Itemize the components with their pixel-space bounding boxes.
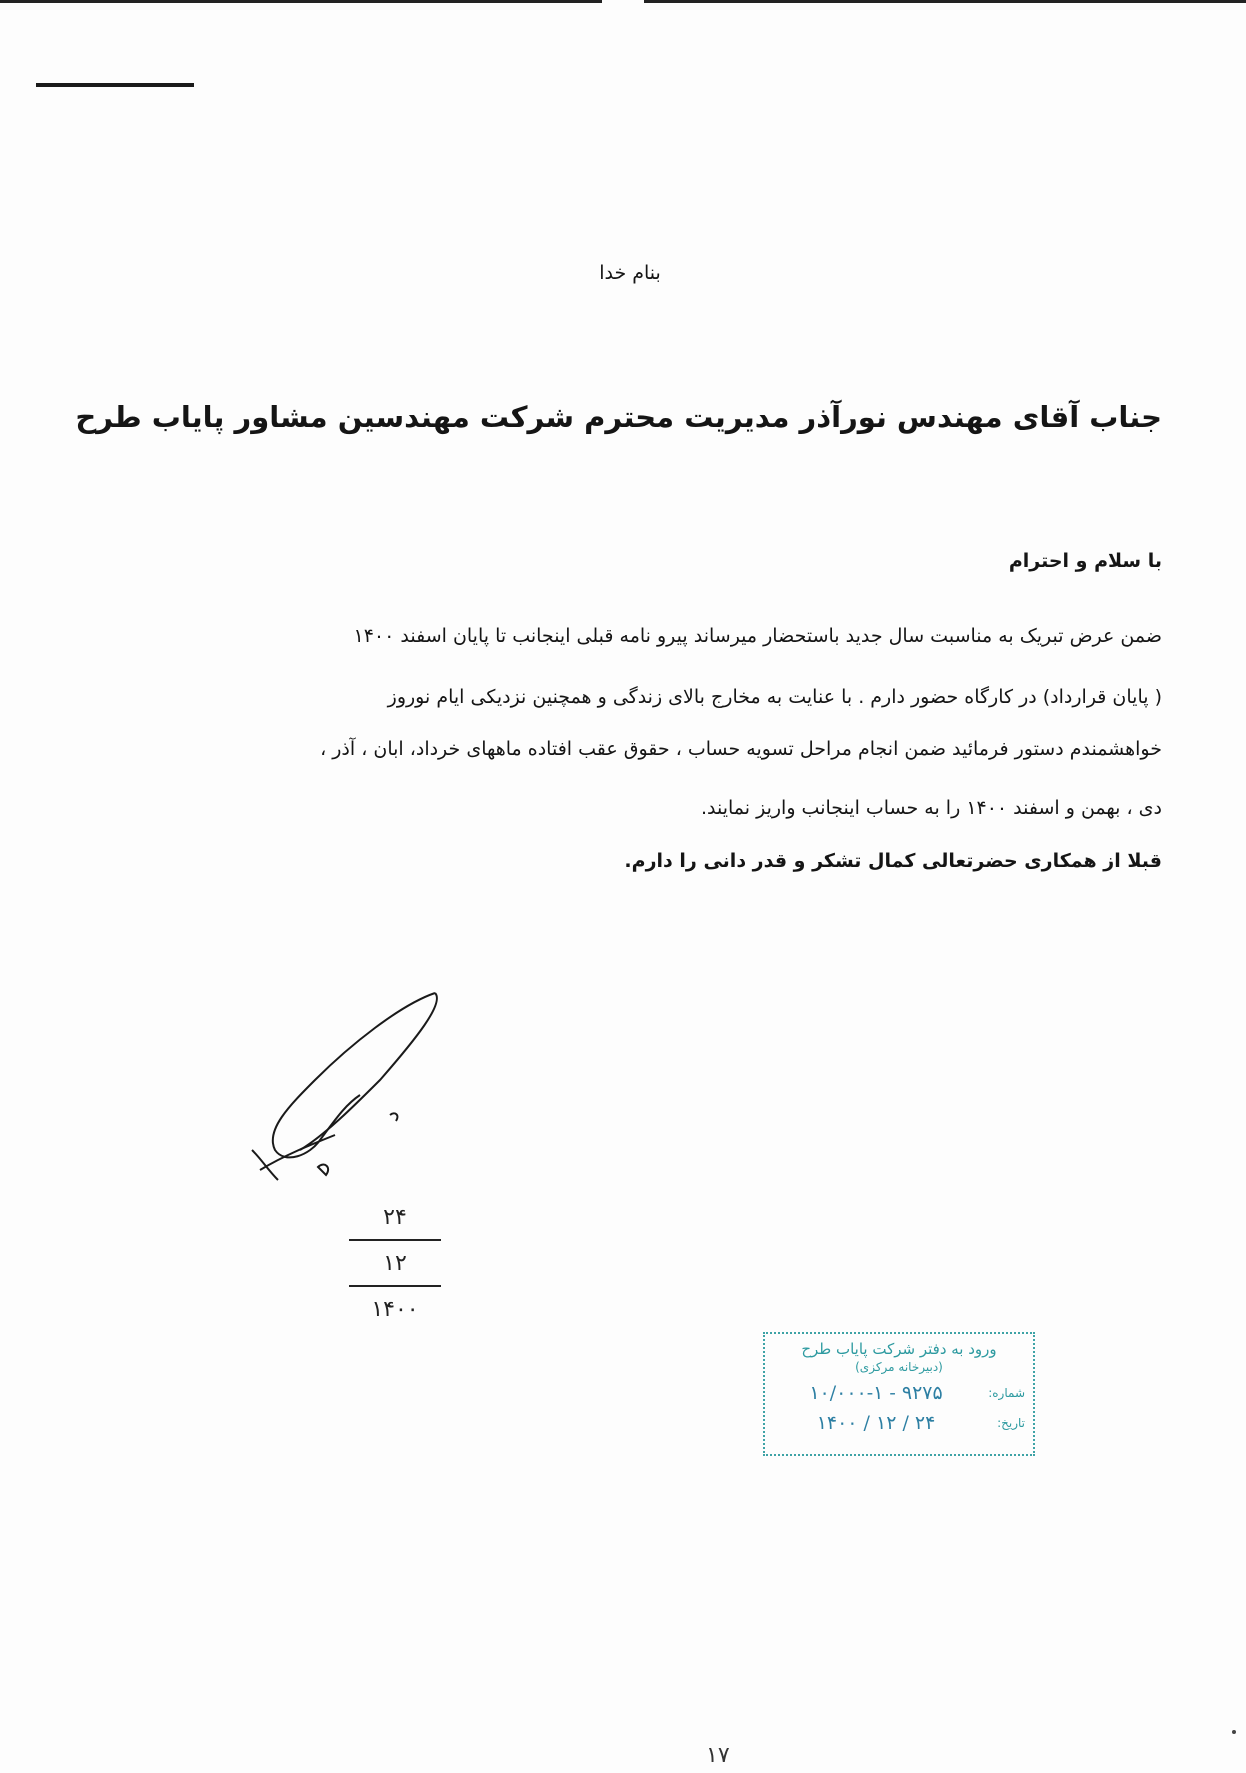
scan-top-gap	[602, 0, 644, 4]
stamp-subtitle: (دبیرخانه مرکزی)	[855, 1360, 943, 1374]
closing-line: قبلا از همکاری حضرتعالی کمال تشکر و قدر دانی را دارم.	[624, 850, 1162, 872]
receipt-stamp	[763, 1332, 1035, 1456]
stamp-date-value: ۱۴۰۰ / ۱۲ / ۲۴	[816, 1412, 936, 1434]
body-line-2: ( پایان قرارداد) در کارگاه حضور دارم . با عنایت به مخارج بالای زندگی و همچنین نزدیکی ایام نوروز	[387, 686, 1162, 708]
date-day: ۲۴	[383, 1205, 407, 1230]
stamp-number-label: شماره:	[988, 1386, 1025, 1400]
body-line-3: خواهشمندم دستور فرمائید ضمن انجام مراحل تسویه حساب ، حقوق عقب افتاده ماههای خرداد، ابان ، آذر ،	[320, 738, 1162, 760]
stamp-date-row	[773, 1412, 1025, 1434]
body-line-1: ضمن عرض تبریک به مناسبت سال جدید باستحضار میرساند پیرو نامه قبلی اینجانب تا پایان اسفند ۱۴۰۰	[353, 625, 1162, 647]
stamp-date-label: تاریخ:	[997, 1416, 1025, 1430]
date-month: ۱۲	[383, 1251, 407, 1276]
addressee-line: جناب آقای مهندس نورآذر مدیریت محترم شرکت مهندسین مشاور پایاب طرح	[75, 400, 1162, 434]
stamp-number-row	[773, 1382, 1025, 1404]
date-year: ۱۴۰۰	[371, 1297, 419, 1322]
date-divider	[349, 1239, 441, 1241]
handwritten-date	[345, 1205, 445, 1323]
body-line-4: دی ، بهمن و اسفند ۱۴۰۰ را به حساب اینجانب واریز نمایند.	[700, 797, 1162, 819]
scan-dash-mark	[36, 83, 194, 87]
greeting-line: با سلام و احترام	[1008, 550, 1162, 572]
stamp-number-value: ۱۰/۰۰۰-۱ - ۹۲۷۵	[809, 1382, 943, 1404]
page-number: ۱۷	[706, 1743, 730, 1768]
date-divider	[349, 1285, 441, 1287]
basmala-heading: بنام خدا	[599, 262, 661, 284]
stamp-title: ورود به دفتر شرکت پایاب طرح	[801, 1340, 997, 1358]
signature-mark	[240, 985, 470, 1185]
scan-speck	[1232, 1730, 1236, 1734]
